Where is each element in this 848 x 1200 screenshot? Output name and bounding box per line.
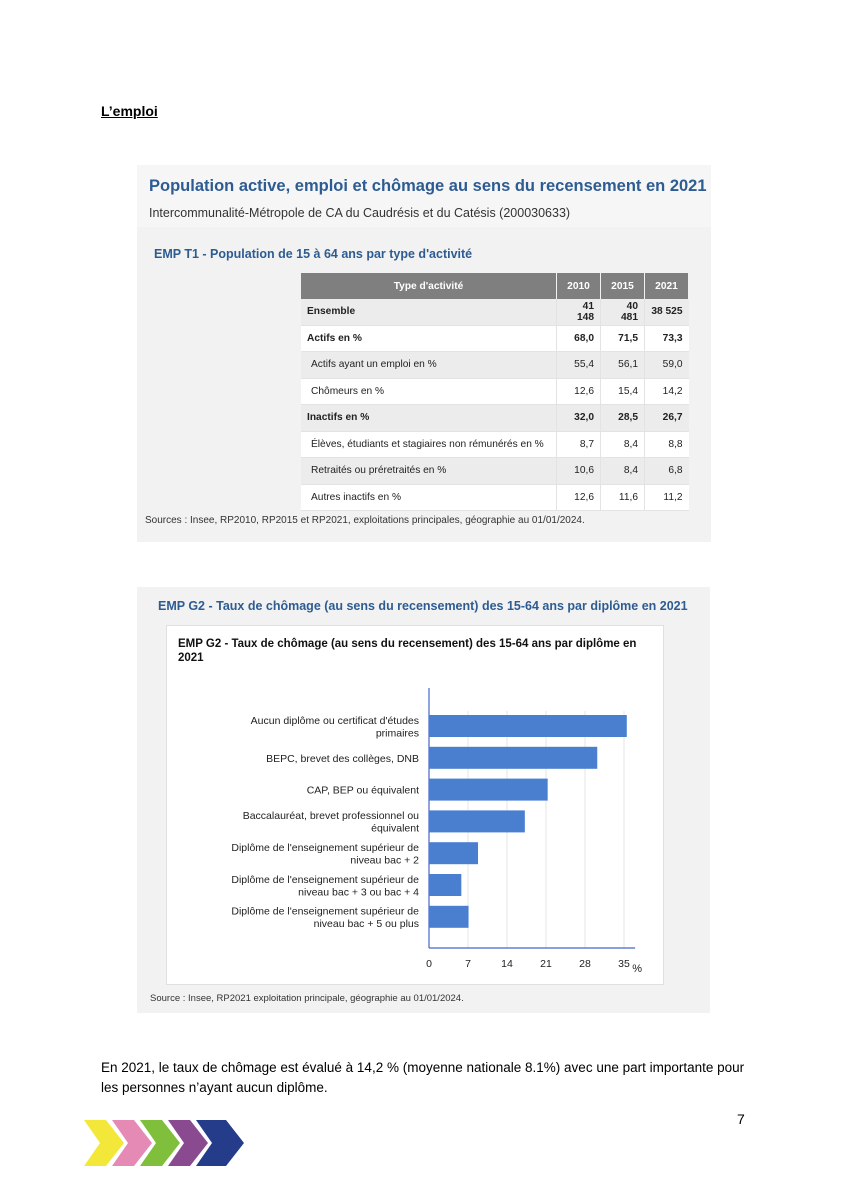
cell-2010: 41 148 — [557, 299, 601, 325]
cell-2015: 40 481 — [601, 299, 645, 325]
panel-title: Population active, emploi et chômage au sens du recensement en 2021 — [149, 177, 707, 195]
cell-2015: 8,4 — [601, 431, 645, 458]
cell-2010: 10,6 — [557, 458, 601, 485]
cell-2021: 6,8 — [645, 458, 689, 485]
table-source: Sources : Insee, RP2010, RP2015 et RP2021, exploitations principales, géographie au 01/01/2024. — [145, 515, 585, 526]
cell-2015: 11,6 — [601, 484, 645, 511]
cell-2010: 32,0 — [557, 405, 601, 432]
x-tick-label: 0 — [426, 958, 432, 970]
row-label: Retraités ou préretraités en % — [301, 458, 557, 485]
category-label: primaires — [375, 727, 419, 740]
category-label: équivalent — [371, 822, 419, 835]
header-2021: 2021 — [645, 273, 689, 299]
header-2015: 2015 — [601, 273, 645, 299]
chart-title: EMP G2 - Taux de chômage (au sens du recensement) des 15-64 ans par diplôme en 2021 — [178, 638, 637, 664]
table-row — [301, 458, 689, 485]
row-label: Actifs ayant un emploi en % — [301, 352, 557, 379]
header-2010: 2010 — [557, 273, 601, 299]
x-axis-label: % — [632, 963, 643, 975]
cell-2010: 12,6 — [557, 378, 601, 405]
cell-2015: 28,5 — [601, 405, 645, 432]
cell-2021: 59,0 — [645, 352, 689, 379]
x-tick-label: 28 — [579, 958, 591, 970]
table-title: EMP T1 - Population de 15 à 64 ans par type d'activité — [154, 247, 473, 261]
table-row — [301, 352, 689, 379]
category-label: niveau bac + 2 — [350, 854, 419, 867]
category-label: CAP, BEP ou équivalent — [306, 784, 419, 797]
x-tick-label: 14 — [501, 958, 513, 970]
bar — [429, 779, 548, 801]
page-number: 7 — [737, 1111, 745, 1127]
cell-2015: 56,1 — [601, 352, 645, 379]
cell-2010: 12,6 — [557, 484, 601, 511]
row-label: Ensemble — [301, 299, 557, 325]
cell-2010: 68,0 — [557, 325, 601, 352]
bar — [429, 874, 461, 896]
row-label: Autres inactifs en % — [301, 484, 557, 511]
bar-chart — [167, 626, 663, 984]
row-label: Actifs en % — [301, 325, 557, 352]
panel-title: EMP G2 - Taux de chômage (au sens du recensement) des 15-64 ans par diplôme en 2021 — [158, 599, 688, 613]
bar — [429, 715, 627, 737]
table-row — [301, 484, 689, 511]
cell-2010: 55,4 — [557, 352, 601, 379]
x-tick-label: 21 — [540, 958, 552, 970]
category-label: niveau bac + 3 ou bac + 4 — [298, 886, 419, 899]
category-label: Diplôme de l'enseignement supérieur de — [231, 905, 419, 918]
activity-table — [301, 273, 689, 511]
row-label: Chômeurs en % — [301, 378, 557, 405]
table-header-row — [301, 273, 689, 299]
x-tick-label: 35 — [618, 958, 630, 970]
bar — [429, 842, 478, 864]
category-label: niveau bac + 5 ou plus — [313, 918, 419, 931]
population-active-panel — [137, 165, 711, 542]
cell-2021: 26,7 — [645, 405, 689, 432]
brand-logo — [84, 1118, 254, 1168]
section-title: L’emploi — [101, 103, 158, 119]
cell-2015: 71,5 — [601, 325, 645, 352]
panel-header — [137, 165, 711, 227]
category-label: Diplôme de l'enseignement supérieur de — [231, 841, 419, 854]
category-label: BEPC, brevet des collèges, DNB — [266, 752, 419, 765]
cell-2015: 15,4 — [601, 378, 645, 405]
cell-2021: 11,2 — [645, 484, 689, 511]
table-row — [301, 378, 689, 405]
table-row — [301, 299, 689, 325]
row-label: Inactifs en % — [301, 405, 557, 432]
table-row — [301, 325, 689, 352]
cell-2010: 8,7 — [557, 431, 601, 458]
category-label: Diplôme de l'enseignement supérieur de — [231, 873, 419, 886]
panel-subtitle: Intercommunalité-Métropole de CA du Caudrésis et du Catésis (200030633) — [149, 206, 571, 220]
bar — [429, 810, 525, 832]
unemployment-chart-panel — [137, 587, 710, 1013]
cell-2021: 14,2 — [645, 378, 689, 405]
cell-2015: 8,4 — [601, 458, 645, 485]
summary-paragraph: En 2021, le taux de chômage est évalué à 14,2 % (moyenne nationale 8.1%) avec une part importante pour les personnes n’ayant aucun diplôme. — [101, 1060, 745, 1095]
table-row — [301, 405, 689, 432]
bar — [429, 747, 597, 769]
cell-2021: 38 525 — [645, 299, 689, 325]
cell-2021: 8,8 — [645, 431, 689, 458]
row-label: Élèves, étudiants et stagiaires non rémunérés en % — [301, 431, 557, 458]
bar — [429, 906, 469, 928]
header-type: Type d'activité — [301, 273, 557, 299]
chart-box — [166, 625, 664, 985]
category-label: Baccalauréat, brevet professionnel ou — [242, 810, 419, 823]
cell-2021: 73,3 — [645, 325, 689, 352]
chart-source: Source : Insee, RP2021 exploitation principale, géographie au 01/01/2024. — [150, 993, 464, 1004]
x-tick-label: 7 — [465, 958, 471, 970]
category-label: Aucun diplôme ou certificat d'études — [250, 714, 419, 727]
table-row — [301, 431, 689, 458]
